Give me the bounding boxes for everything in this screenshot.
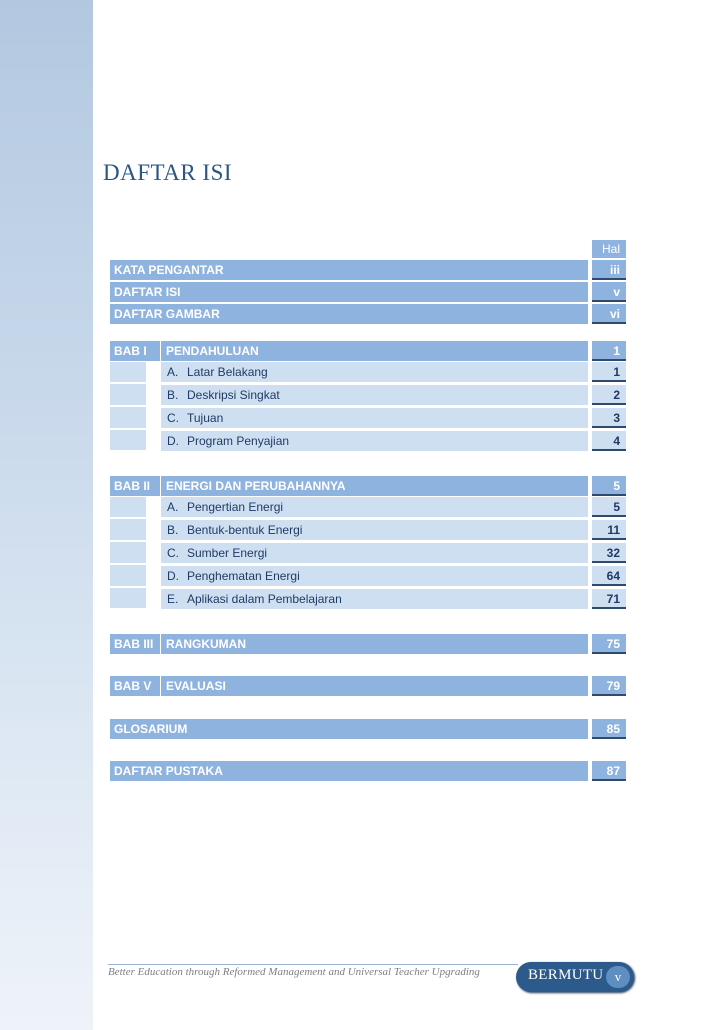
toc-label: GLOSARIUM <box>110 719 588 739</box>
toc-row-sub[interactable] <box>110 362 628 383</box>
toc-page: v <box>592 282 626 302</box>
sub-letter: C. <box>167 411 179 425</box>
sub-page: 3 <box>592 408 626 428</box>
chapter-label: ENERGI DAN PERUBAHANNYA <box>161 476 588 496</box>
toc-row-daftar-gambar[interactable] <box>110 304 628 325</box>
footer-divider <box>108 964 518 965</box>
chapter-page: 79 <box>592 676 626 696</box>
sub-letter: C. <box>167 546 179 560</box>
sub-text: Program Penyajian <box>187 434 290 448</box>
page-title: DAFTAR ISI <box>103 160 233 185</box>
sub-page: 32 <box>592 543 626 563</box>
sub-letter: D. <box>167 569 179 583</box>
sub-label <box>161 408 588 428</box>
toc-row-sub[interactable] <box>110 431 628 452</box>
sub-label <box>161 497 588 517</box>
sub-text: Bentuk-bentuk Energi <box>187 523 303 537</box>
sub-label <box>161 385 588 405</box>
toc-row-daftar-isi[interactable] <box>110 282 628 303</box>
toc-row-sub[interactable] <box>110 497 628 518</box>
sub-text: Deskripsi Singkat <box>187 388 280 402</box>
sub-page: 1 <box>592 362 626 382</box>
toc-label: DAFTAR ISI <box>110 282 588 302</box>
brand-name: BERMUTU <box>528 967 604 983</box>
chapter-label: PENDAHULUAN <box>161 341 588 361</box>
toc-row-sub[interactable] <box>110 520 628 541</box>
footer-tagline: Better Education through Reformed Management and Universal Teacher Upgrading <box>108 966 480 978</box>
sub-label <box>161 431 588 451</box>
sub-text: Penghematan Energi <box>187 569 300 583</box>
chapter-label: EVALUASI <box>161 676 588 696</box>
toc-row-sub[interactable] <box>110 385 628 406</box>
toc-row-daftar-pustaka[interactable] <box>110 761 628 782</box>
sub-page: 64 <box>592 566 626 586</box>
toc-label: DAFTAR GAMBAR <box>110 304 588 324</box>
sub-label <box>161 362 588 382</box>
toc-row-bab-3[interactable] <box>110 634 628 655</box>
toc-label: KATA PENGANTAR <box>110 260 588 280</box>
sub-page: 11 <box>592 520 626 540</box>
toc-row-bab-1[interactable] <box>110 341 628 362</box>
toc-row-bab-2[interactable] <box>110 476 628 497</box>
sub-page: 71 <box>592 589 626 609</box>
chapter-code: BAB I <box>110 341 160 361</box>
chapter-label: RANGKUMAN <box>161 634 588 654</box>
toc-page: 85 <box>592 719 626 739</box>
toc-row-sub[interactable] <box>110 543 628 564</box>
toc-row-kata-pengantar[interactable] <box>110 260 628 281</box>
sub-text: Tujuan <box>187 411 224 425</box>
toc-row-glosarium[interactable] <box>110 719 628 740</box>
sub-text: Latar Belakang <box>187 365 268 379</box>
sub-letter: E. <box>167 592 179 606</box>
sub-letter: D. <box>167 434 179 448</box>
sub-page: 5 <box>592 497 626 517</box>
toc-page: vi <box>592 304 626 324</box>
sub-label <box>161 589 588 609</box>
sub-page: 4 <box>592 431 626 451</box>
sub-letter: B. <box>167 523 179 537</box>
toc-page: 87 <box>592 761 626 781</box>
toc-label: DAFTAR PUSTAKA <box>110 761 588 781</box>
chapter-page: 5 <box>592 476 626 496</box>
hal-column-header: Hal <box>592 240 626 258</box>
sub-label <box>161 543 588 563</box>
sub-letter: A. <box>167 365 179 379</box>
sub-text: Pengertian Energi <box>187 500 284 514</box>
decorative-sidebar <box>0 0 93 1030</box>
chapter-code: BAB III <box>110 634 160 654</box>
chapter-code: BAB V <box>110 676 160 696</box>
sub-letter: B. <box>167 388 179 402</box>
sub-label <box>161 520 588 540</box>
toc-page: iii <box>592 260 626 280</box>
page-number: v <box>606 966 630 988</box>
sub-letter: A. <box>167 500 179 514</box>
chapter-code: BAB II <box>110 476 160 496</box>
sub-text: Aplikasi dalam Pembelajaran <box>187 592 342 606</box>
toc-row-sub[interactable] <box>110 566 628 587</box>
toc-row-sub[interactable] <box>110 589 628 610</box>
sub-label <box>161 566 588 586</box>
toc-row-sub[interactable] <box>110 408 628 429</box>
chapter-page: 1 <box>592 341 626 361</box>
brand-badge <box>516 962 634 992</box>
chapter-page: 75 <box>592 634 626 654</box>
sub-page: 2 <box>592 385 626 405</box>
sub-text: Sumber Energi <box>187 546 268 560</box>
toc-row-bab-5[interactable] <box>110 676 628 697</box>
